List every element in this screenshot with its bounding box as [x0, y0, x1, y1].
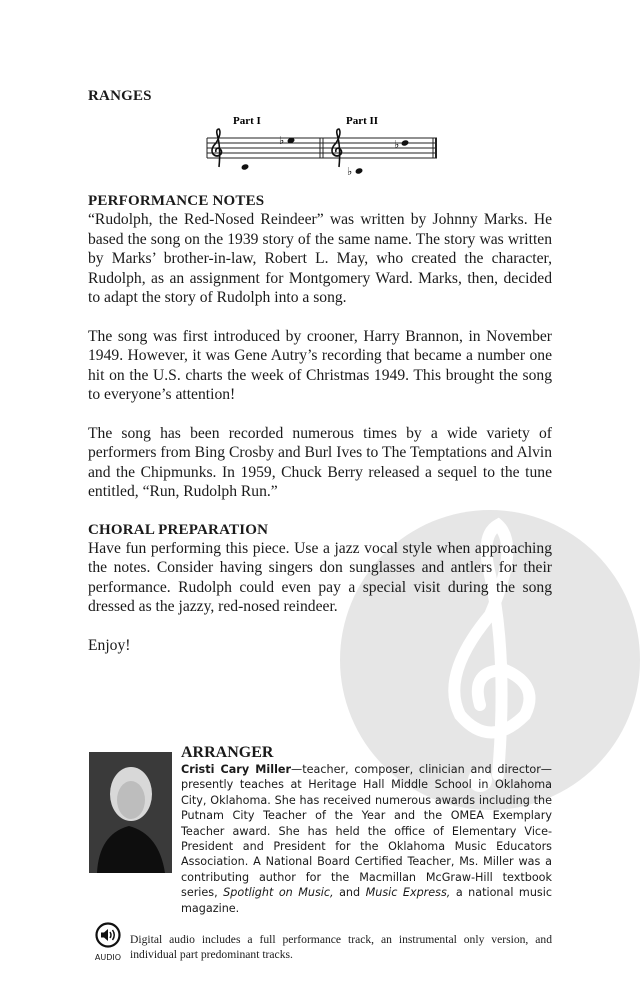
arranger-section — [181, 743, 552, 916]
performance-notes-paragraph: “Rudolph, the Red-Nosed Reindeer” was written by Johnny Marks. He based the song on the 1939 story of the same name. The story was written by Marks’ brother-in-law, Robert L. May, who created the character, Rudolph, as an assignment for Montgomery Ward. Marks, then, decided to adapt the story of Rudolph into a song. — [88, 211, 552, 306]
part-2-label: Part II — [346, 115, 379, 127]
content-column — [88, 87, 552, 963]
book-title: Spotlight on Music, — [223, 886, 334, 900]
bio-text: —teacher, composer, clinician and director—presently teaches at Heritage Hall Middle School in Oklahoma City, Oklahoma. She has received numerous awards including the Putnam City Teacher of the Year and the OMEA Exemplary Teacher award. She has held the office of Elementary Vice-President and President for the Oklahoma Music Educators Association. A National Board Certified Teacher, Ms. Miller was a contributing author for the Macmillan McGraw-Hill textbook series, — [181, 763, 552, 900]
bio-text: a national music magazine. — [181, 886, 553, 915]
performance-notes-heading: PERFORMANCE NOTES — [88, 193, 265, 209]
choral-preparation-text: Have fun performing this piece. Use a jazz vocal style when approaching the notes. Consider having singers don sunglasses and antlers for their performance. Rudolph could even pay a special visit during the song dressed as the jazzy, red-nosed reindeer. — [88, 539, 552, 615]
performance-notes-paragraph: The song was first introduced by crooner, Harry Brannon, in November 1949. However, it was Gene Autry’s recording that became a number one hit on the U.S. charts the week of Christmas 1949. This brought the song to everyone’s attention! — [88, 327, 552, 403]
arranger-heading: ARRANGER — [181, 744, 274, 761]
part-1-label: Part I — [233, 115, 261, 127]
arranger-row — [88, 743, 552, 916]
audio-label: AUDIO — [94, 953, 122, 963]
flat-icon: ♭ — [394, 138, 400, 151]
vocal-ranges-staff — [200, 107, 445, 182]
bio-text: and — [333, 886, 366, 900]
book-title: Music Express, — [365, 886, 451, 900]
audio-badge — [90, 922, 126, 963]
arranger-photo — [89, 752, 172, 873]
audio-row — [88, 922, 552, 963]
closing-text: Enjoy! — [88, 636, 131, 654]
arranger-name: Cristi Cary Miller — [181, 763, 292, 776]
ranges-heading: RANGES — [88, 88, 152, 104]
choral-preparation-heading: CHORAL PREPARATION — [88, 521, 269, 538]
note-c4 — [241, 163, 250, 170]
audio-description: Digital audio includes a full performance track, an instrumental only version, and individual part predominant tracks. — [130, 933, 552, 962]
flat-icon: ♭ — [279, 134, 285, 147]
note-bb3 — [355, 167, 364, 174]
performance-notes-paragraph: The song has been recorded numerous times by a wide variety of performers from Bing Crosby and Burl Ives to The Temptations and Alvin and the Chipmunks. In 1959, Chuck Berry released a sequel to the tune entitled, “Run, Rudolph Run.” — [88, 424, 552, 500]
flat-icon: ♭ — [347, 165, 353, 178]
note-db5 — [401, 139, 410, 146]
speaker-icon — [95, 922, 121, 948]
arranger-bio — [181, 762, 552, 916]
